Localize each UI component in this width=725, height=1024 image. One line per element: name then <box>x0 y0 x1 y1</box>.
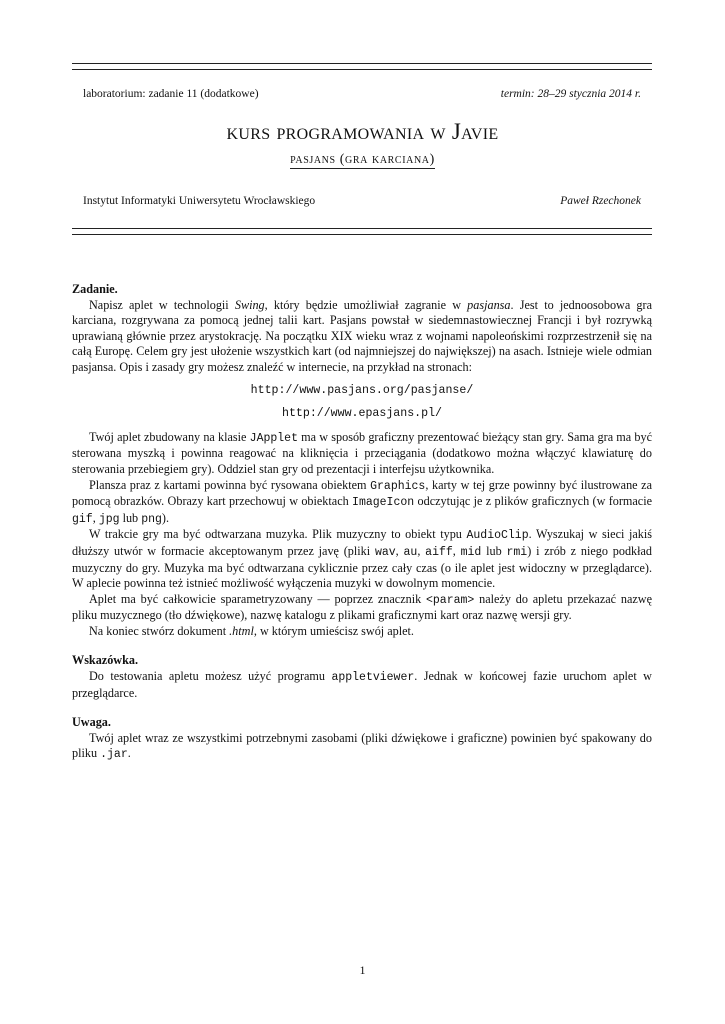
uwaga-paragraph: Twój aplet wraz ze wszystkimi potrzebnymi zasobami (pliki dźwiękowe i graficzne) powinien być spakowany do pliku .jar. <box>72 730 652 762</box>
lab-label: laboratorium: zadanie 11 (dodatkowe) <box>83 88 259 100</box>
page-number: 1 <box>359 963 366 977</box>
subtitle-text: pasjans (gra karciana) <box>290 152 435 167</box>
header-line <box>83 88 641 100</box>
institute-line <box>83 195 641 207</box>
url-link-1[interactable]: http://www.pasjans.org/pasjanse/ <box>250 383 474 397</box>
document-title: kurs programowania w Javie <box>226 119 499 144</box>
author-label: Paweł Rzechonek <box>560 195 641 207</box>
zadanie-heading: Zadanie. <box>72 282 118 296</box>
zadanie-paragraph-3: Plansza praz z kartami powinna być rysowana obiektem Graphics, karty w tej grze powinny być ilustrowane za pomocą obrazków. Obrazy kart przechowuj w obiektach ImageIcon odczytując je z plików graficznych (w formacie gif, jpg lub png). <box>72 477 653 526</box>
institute-label: Instytut Informatyki Uniwersytetu Wrocławskiego <box>83 195 316 207</box>
top-rule-2 <box>72 69 652 70</box>
zadanie-paragraph-6: Na koniec stwórz dokument .html, w którym umieścisz swój aplet. <box>89 623 414 638</box>
top-rule-1 <box>72 63 652 64</box>
url-link-2[interactable]: http://www.epasjans.pl/ <box>281 407 443 421</box>
zadanie-paragraph-2: Twój aplet zbudowany na klasie JApplet ma w sposób graficzny prezentować bieżący stan gry. Sama gra ma być sterowana myszką i powinna reagować na kliknięcia i przeciągania (dodatkowo można włączyć klawiaturę do sterowania przebiegiem gry). Oddziel stan gry od prezentacji i interfejsu użytkownika. <box>72 429 652 476</box>
document-subtitle <box>0 152 725 168</box>
document-body <box>72 282 652 763</box>
bottom-rule-1 <box>72 228 652 229</box>
wskazowka-paragraph: Do testowania apletu możesz użyć programu appletviewer. Jednak w końcowej fazie uruchom aplet w przeglądarce. <box>72 669 652 700</box>
zadanie-paragraph-5: Aplet ma być całkowicie sparametryzowany — poprzez znacznik <param> należy do apletu przekazać nazwę pliku muzycznego (tło dźwiękowe), nazwę katalogu z plikami graficznymi kart oraz nazwę wersji gry. <box>72 591 652 623</box>
bottom-rule-2 <box>72 234 652 235</box>
wskazowka-heading: Wskazówka. <box>72 653 139 668</box>
deadline-label: termin: 28–29 stycznia 2014 r. <box>500 88 641 100</box>
zadanie-paragraph-1: Napisz aplet w technologii Swing, który będzie umożliwiał zagranie w pasjansa. Jest to jednoosobowa gra karciana, rozgrywana za pomocą jednej talii kart. Pasjans powstał w siedemnastowiecznej Francji i był rozrywką uprawianą głównie przez arystokrację. Na początku XIX wieku wraz z wojnami napoleońskimi rozprzestrzenił się na całą Europę. Celem gry jest ułożenie wszystkich kart (od najmniejszej do największej) na asach. Istnieje wiele odmian pasjansa. Opis i zasady gry możesz znaleźć w internecie, na przykład na stronach: <box>72 297 652 374</box>
zadanie-paragraph-4: W trakcie gry ma być odtwarzana muzyka. Plik muzyczny to obiekt typu AudioClip. Wyszukaj w sieci jakiś dłuższy utwór w formacie akceptowanym przez javę (pliki wav, au, aiff, mid lub rmi) i zrób z niego podkład muzyczny do gry. Muzyka ma być odtwarzana cyklicznie przez cały czas (o ile aplet jest widoczny w przeglądarce). W aplecie powinna też istnieć możliwość wyłączenia muzyki w dowolnym momencie. <box>72 527 653 591</box>
uwaga-heading: Uwaga. <box>72 715 111 730</box>
